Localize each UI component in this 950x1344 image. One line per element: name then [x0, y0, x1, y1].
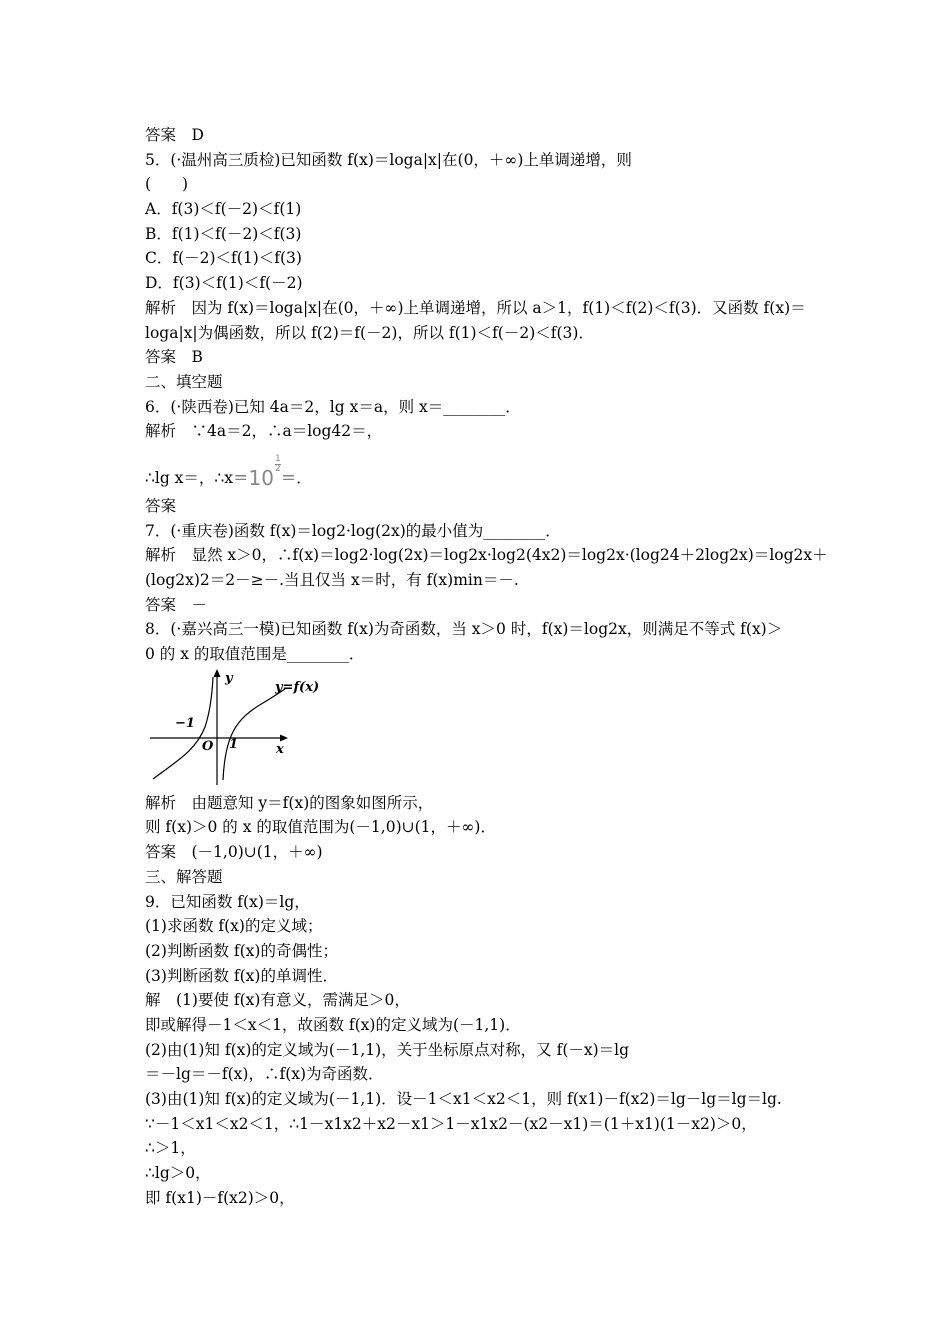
- solution-9-line8: ∴lg＞0，: [145, 1164, 211, 1183]
- one-label: 1: [229, 736, 239, 752]
- analysis-8-line1: 解析 由题意知 y＝f(x)的图象如图所示，: [145, 793, 434, 812]
- solution-9-line2: 即或解得－1＜x＜1，故函数 f(x)的定义域为(－1,1)．: [145, 1015, 521, 1034]
- option-c: C．f(－2)＜f(1)＜f(3): [145, 249, 302, 268]
- question-9-part1: (1)求函数 f(x)的定义域；: [145, 917, 323, 936]
- x-axis-arrow: [280, 734, 288, 741]
- y-axis-arrow: [214, 669, 221, 677]
- question-8-line1: 8．(·嘉兴高三一模)已知函数 f(x)为奇函数，当 x＞0 时，f(x)＝log2x，则满足不等式 f(x)＞: [145, 620, 783, 639]
- section-fill-blank: 二、填空题: [145, 372, 223, 391]
- origin-label: O: [202, 738, 214, 754]
- curve-right: [223, 689, 285, 780]
- question-9-part2: (2)判断函数 f(x)的奇偶性；: [145, 941, 338, 960]
- analysis-6-text-b: ＝．: [280, 468, 312, 487]
- question-8-line2: 0 的 x 的取值范围是________．: [145, 645, 365, 664]
- answer-7: 答案 －: [145, 595, 208, 614]
- analysis-5-line2: loga|x|为偶函数，所以 f(2)＝f(－2)，所以 f(1)＜f(－2)＜f(3)．: [145, 323, 594, 342]
- solution-9-line1: 解 (1)要使 f(x)有意义，需满足＞0，: [145, 991, 410, 1010]
- analysis-7-line1: 解析 显然 x＞0，∴f(x)＝log2·log(2x)＝log2x·log2(4x2)＝log2x·(log24＋2log2x)＝log2x＋: [145, 546, 828, 565]
- section-solution: 三、解答题: [145, 867, 223, 886]
- analysis-8-line2: 则 f(x)＞0 的 x 的取值范围为(－1,0)∪(1，＋∞)．: [145, 818, 496, 837]
- document-body: [145, 123, 828, 1210]
- curve-label: y=f(x): [275, 679, 320, 695]
- answer-8: 答案 (－1,0)∪(1，＋∞): [145, 843, 323, 862]
- option-a: A．f(3)＜f(－2)＜f(1): [145, 200, 302, 219]
- answer-5: 答案 B: [145, 348, 203, 367]
- question-5: 5．(·温州高三质检)已知函数 f(x)＝loga|x|在(0，＋∞)上单调递增，则: [145, 150, 632, 169]
- analysis-6-text-a: ∴lg x＝，∴x＝: [145, 468, 249, 487]
- solution-9-line3: (2)由(1)知 f(x)的定义域为(－1,1)，关于坐标原点对称，又 f(－x)＝lg: [145, 1040, 630, 1059]
- solution-9-line4: ＝－lg＝－f(x)，∴f(x)为奇函数．: [145, 1065, 384, 1084]
- graph-svg: [145, 667, 445, 791]
- question-9: 9．已知函数 f(x)＝lg，: [145, 892, 310, 911]
- option-b: B．f(1)＜f(－2)＜f(3): [145, 224, 302, 243]
- analysis-6-line2: [145, 444, 815, 494]
- answer-4: 答案 D: [145, 126, 204, 144]
- solution-9-line5: (3)由(1)知 f(x)的定义域为(－1,1)．设－1＜x1＜x2＜1，则 f(x1)－f(x2)＝lg－lg＝lg＝lg.: [145, 1090, 782, 1108]
- analysis-5-line1: 解析 因为 f(x)＝loga|x|在(0，＋∞)上单调递增，所以 a＞1，f(1)＜f(2)＜f(3)．又函数 f(x)＝: [145, 298, 806, 317]
- option-d: D．f(3)＜f(1)＜f(－2): [145, 274, 303, 293]
- power-formula: 10 $\frac{1}{2}$: [248, 453, 281, 490]
- solution-9-line6: ∵－1＜x1＜x2＜1，∴1－x1x2＋x2－x1＞1－x1x2－(x2－x1)＝(1＋x1)(1－x2)＞0，: [145, 1114, 757, 1133]
- solution-9-line9: 即 f(x1)－f(x2)＞0，: [145, 1188, 295, 1207]
- neg-one-label: −1: [175, 715, 195, 731]
- question-9-part3: (3)判断函数 f(x)的单调性．: [145, 966, 338, 985]
- analysis-7-line2: (log2x)2＝2－≥－.当且仅当 x＝时，有 f(x)min＝－.: [145, 571, 519, 589]
- question-5-blank: ( ): [145, 175, 189, 194]
- question-7: 7．(·重庆卷)函数 f(x)＝log2·log(2x)的最小值为________．: [145, 521, 561, 540]
- y-axis-label: y: [225, 670, 233, 686]
- question-6: 6．(·陕西卷)已知 4a＝2，lg x＝a，则 x＝________．: [145, 397, 521, 416]
- solution-9-line7: ∴＞1，: [145, 1139, 196, 1158]
- function-graph: [145, 667, 815, 791]
- analysis-6-line1: 解析 ∵4a＝2，∴a＝log42＝，: [145, 422, 383, 441]
- x-axis-label: x: [276, 741, 284, 757]
- answer-6: 答案: [145, 496, 177, 515]
